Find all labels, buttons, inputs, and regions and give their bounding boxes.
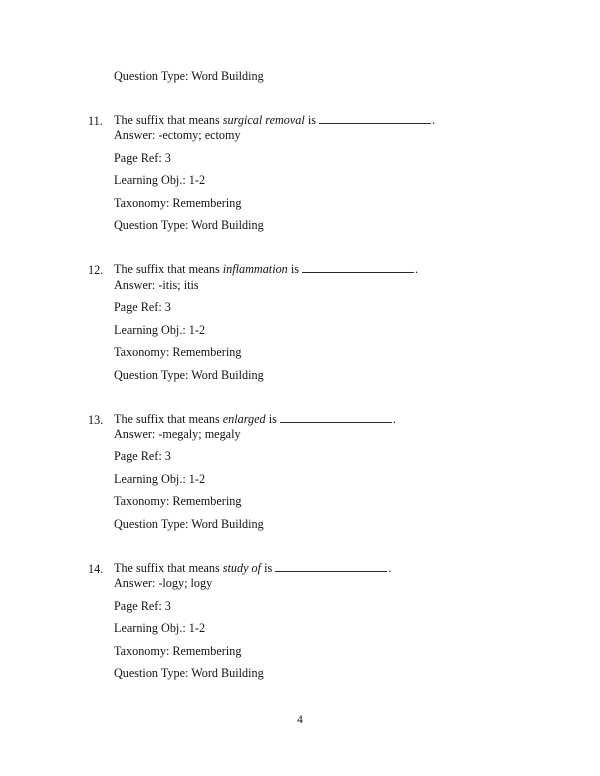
document-body <box>88 68 508 681</box>
question-stem-before: The suffix that means <box>114 113 220 127</box>
meta-question-type: Question Type: Word Building <box>114 218 264 233</box>
question-heading <box>88 412 508 443</box>
fill-in-blank-rule <box>302 264 414 274</box>
question-stem-end: . <box>388 560 392 575</box>
question-answer: Answer: -megaly; megaly <box>114 427 241 442</box>
question-stem-before: The suffix that means <box>114 262 220 277</box>
meta-learning-obj: Learning Obj.: 1-2 <box>114 173 206 188</box>
question-heading <box>88 262 508 293</box>
meta-taxonomy: Taxonomy: Remembering <box>114 345 242 360</box>
meta-taxonomy: Taxonomy: Remembering <box>114 643 242 658</box>
question-stem <box>114 113 508 128</box>
question-stem-after: is <box>307 113 316 127</box>
meta-page-ref: Page Ref: 3 <box>114 150 171 165</box>
meta-question-type: Question Type: Word Building <box>114 367 264 382</box>
question-answer: Answer: -logy; logy <box>114 576 213 591</box>
question-block <box>88 412 508 532</box>
question-stem <box>114 262 508 277</box>
question-heading <box>88 561 508 592</box>
question-meta-list <box>88 449 508 532</box>
question-meta-list <box>88 599 508 682</box>
question-stem-after: is <box>290 262 299 277</box>
meta-learning-obj: Learning Obj.: 1-2 <box>114 471 206 486</box>
meta-taxonomy: Taxonomy: Remembering <box>114 494 242 509</box>
meta-taxonomy: Taxonomy: Remembering <box>114 195 242 210</box>
question-stem-term: inflammation <box>222 262 288 277</box>
question-block <box>88 113 508 233</box>
question-stem-end: . <box>392 411 396 426</box>
question-stem-term: surgical removal <box>222 113 305 127</box>
question-meta-list <box>88 300 508 383</box>
question-stem <box>114 412 508 427</box>
question-answer: Answer: -itis; itis <box>114 277 199 292</box>
question-stem-term: enlarged <box>222 411 266 426</box>
question-number: 13. <box>88 412 104 427</box>
question-block <box>88 262 508 382</box>
meta-learning-obj: Learning Obj.: 1-2 <box>114 322 206 337</box>
question-meta-list <box>88 151 508 234</box>
meta-learning-obj: Learning Obj.: 1-2 <box>114 621 206 636</box>
fill-in-blank-rule <box>319 114 431 124</box>
question-heading <box>88 113 508 144</box>
question-stem-term: study of <box>222 560 262 575</box>
meta-page-ref: Page Ref: 3 <box>114 449 171 464</box>
question-stem-after: is <box>268 411 277 426</box>
question-stem <box>114 561 508 576</box>
fill-in-blank-rule <box>275 562 387 572</box>
meta-question-type: Question Type: Word Building <box>114 666 264 681</box>
question-stem-end: . <box>414 262 419 277</box>
previous-question-type-line: Question Type: Word Building <box>114 69 264 83</box>
question-number: 11. <box>88 114 103 128</box>
question-number: 14. <box>88 561 104 576</box>
question-answer: Answer: -ectomy; ectomy <box>114 128 241 143</box>
meta-page-ref: Page Ref: 3 <box>114 300 171 315</box>
meta-page-ref: Page Ref: 3 <box>114 598 171 613</box>
question-stem-before: The suffix that means <box>114 560 220 575</box>
question-number: 12. <box>88 263 104 278</box>
fill-in-blank-rule <box>280 413 392 423</box>
question-stem-after: is <box>264 560 273 575</box>
question-block <box>88 561 508 681</box>
question-stem-before: The suffix that means <box>114 411 220 426</box>
question-stem-end: . <box>431 113 436 127</box>
page-number: 4 <box>297 714 303 726</box>
meta-question-type: Question Type: Word Building <box>114 516 264 531</box>
